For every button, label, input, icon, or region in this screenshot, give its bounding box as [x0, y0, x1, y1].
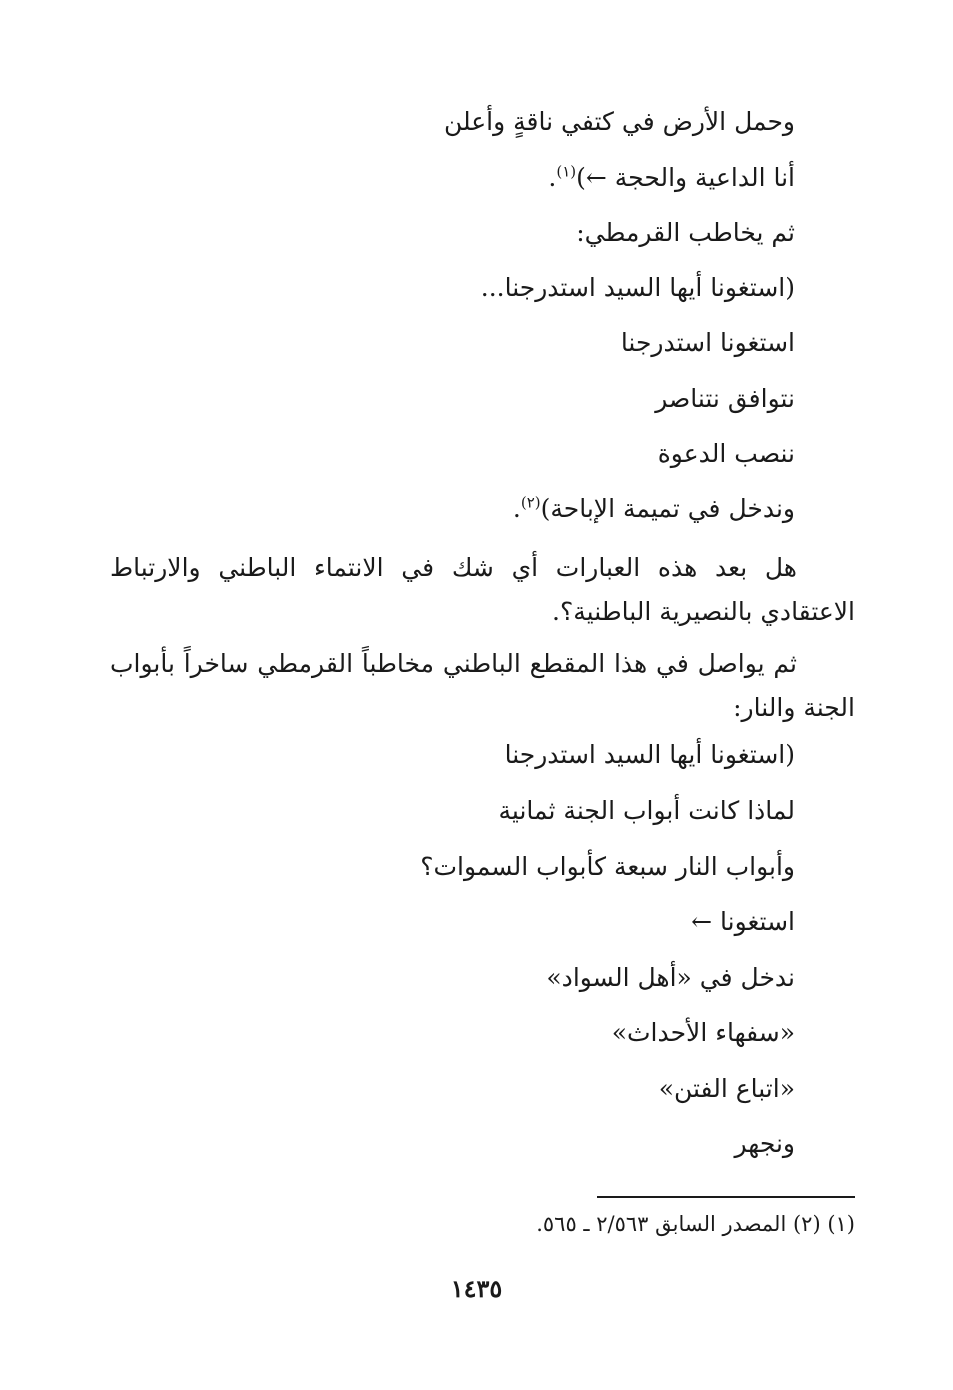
page-number: ١٤٣٥ [450, 1274, 503, 1303]
poem-line: ننصب الدعوة [657, 439, 795, 468]
poem-line: أنا الداعية والحجة ←)$^{(١)}$. [548, 162, 795, 192]
poem-line: «سفهاء الأحداث» [611, 1018, 795, 1047]
footnote-divider [597, 1196, 855, 1198]
poem-line: لماذا كانت أبواب الجنة ثمانية [498, 796, 795, 825]
footnote-marker: (١) [556, 162, 577, 181]
paragraph-line: الاعتقادي بالنصيرية الباطنية؟. [552, 597, 855, 626]
poem-line: نتوافق نتناصر [655, 384, 795, 413]
paragraph [110, 546, 855, 634]
poem-line: ونجهر [734, 1129, 795, 1158]
poem-line: وندخل في تميمة الإباحة)$^{(٢)}$. [512, 493, 795, 523]
paragraph-line: هل بعد هذه العبارات أي شك في الانتماء الباطني والارتباط [110, 553, 797, 582]
poem-line: (استغونا أيها السيد استدرجنا... [480, 273, 795, 302]
poem-line: وحمل الأرض في كتفي ناقةٍ وأعلن [443, 107, 795, 136]
poem-line: استغونا ← [691, 907, 795, 936]
paragraph-line: ثم يواصل في هذا المقطع الباطني مخاطباً القرمطي ساخراً بأبواب [110, 649, 797, 678]
footnote-marker: (٢) [520, 493, 541, 512]
poem-line: استغونا استدرجنا [620, 328, 795, 357]
paragraph-line: الجنة والنار: [733, 693, 855, 722]
poem-line: وأبواب النار سبعة كأبواب السموات؟ [420, 852, 795, 881]
poem-line: (استغونا أيها السيد استدرجنا [504, 740, 795, 769]
poem-line: ثم يخاطب القرمطي: [576, 218, 795, 247]
footnote: (١) (٢) المصدر السابق ٢/٥٦٣ ـ ٥٦٥. [536, 1212, 855, 1236]
poem-line: ندخل في «أهل السواد» [546, 963, 795, 992]
poem-line: «اتباع الفتن» [658, 1074, 795, 1103]
paragraph [110, 642, 855, 730]
